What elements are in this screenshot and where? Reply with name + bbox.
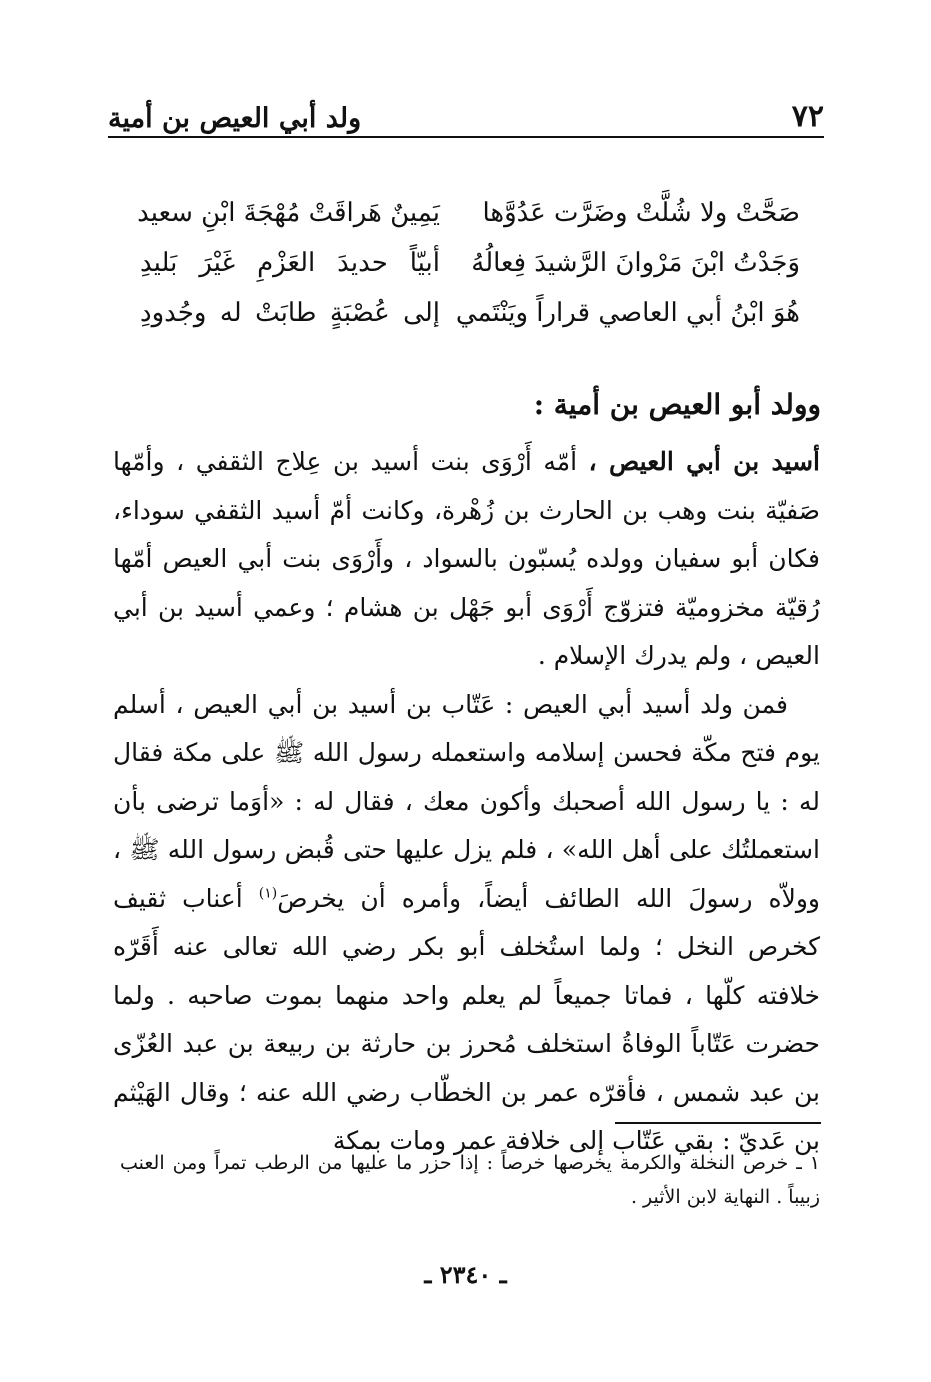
verse-second-hemistich: يَمِينٌ هَراقَتْ مُهْجَةَ ابْنِ سعيد: [137, 198, 440, 228]
section-heading: وولد أبو العيص بن أمية :: [533, 388, 821, 421]
paragraph: [113, 438, 820, 681]
paragraph: [113, 681, 820, 1166]
paragraph-text: أمّه أَرْوَى بنت أسيد بن عِلاج الثقفي ، وأمّها صَفيّة بنت وهب بن الحارث بن زُهْرة، وكانت أمّ أسيد الثقفي سوداء، فكان أبو سفيان وولده يُسبّون بالسواد ، وأَرْوَى بنت أبي العيص أمّها رُقيّة مخزوميّة فتزوّج أَرْوَى أبو جَهْل بن هشام ؛ وعمي أسيد بن أبي العيص ، ولم يدرك الإسلام .: [113, 447, 820, 670]
page-number: ٧٢: [791, 99, 824, 134]
footnote-divider: [615, 1122, 821, 1124]
verse-first-hemistich: هُوَ ابْنُ أبي العاصي قراراً ويَنْتَمي: [455, 298, 800, 328]
paragraph-lead: أسيد بن أبي العيص ،: [588, 447, 821, 476]
verse-first-hemistich: وَجَدْتُ ابْنَ مَرْوانَ الرَّشيدَ فِعالُهُ: [471, 248, 800, 278]
body-text: [113, 438, 820, 1166]
verse-first-hemistich: صَحَّتْ ولا شُلَّتْ وضَرَّت عَدُوَّها: [482, 198, 800, 228]
poem: [137, 188, 800, 338]
verse-second-hemistich: إلى عُصْبَةٍ طابَتْ له وجُدودِ: [140, 298, 440, 328]
poem-verse: [140, 288, 800, 338]
footnotes: [120, 1146, 820, 1214]
footnote-reference[interactable]: (١): [258, 885, 278, 902]
paragraph-text: فمن ولد أسيد أبي العيص : عَتّاب بن أسيد بن أبي العيص ، أسلم يوم فتح مكّة فحسن إسلامه واستعمله رسول الله ﷺ على مكة فقال له : يا رسول الله أصحبك وأكون معك ، فقال له : «أوَما ترضى بأن استعملتُك على أهل الله» ، فلم يزل عليها حتى قُبض رسول الله ﷺ ، وولاّه رسولَ الله الطائف أيضاً، وأمره أن يخرصَ: [113, 689, 820, 913]
poem-verse: [137, 188, 800, 238]
running-title: ولد أبي العيص بن أمية: [108, 103, 362, 134]
page-footer-number: ـ ٢٣٤٠ ـ: [424, 1260, 507, 1289]
paragraph-text: أعناب ثقيف كخرص النخل ؛ ولما استُخلف أبو بكر رضي الله تعالى عنه أَقَرّه خلافته كلّها ، فماتا جميعاً لم يعلم واحد منهما بموت صاحبه . ولما حضرت عَتّاباً الوفاةُ استخلف مُحرز بن حارثة بن ربيعة بن عبد العُزّى بن عبد شمس ، فأقرّه عمر بن الخطّاب رضي الله عنه ؛ وقال الهَيْثم بن عَديّ : بقي عَتّاب إلى خلافة عمر ومات بمكة: [113, 883, 820, 1155]
poem-verse: [140, 238, 800, 288]
verse-second-hemistich: أبيّاً حديدَ العَزْمِ غَيْرَ بَليدِ: [140, 248, 440, 278]
page-header: [108, 92, 824, 138]
footnote: ١ ـ خرص النخلة والكرمة يخرصها خرصاً : إذا حزر ما عليها من الرطب تمراً ومن العنب زبيباً . النهاية لابن الأثير .: [120, 1152, 820, 1208]
